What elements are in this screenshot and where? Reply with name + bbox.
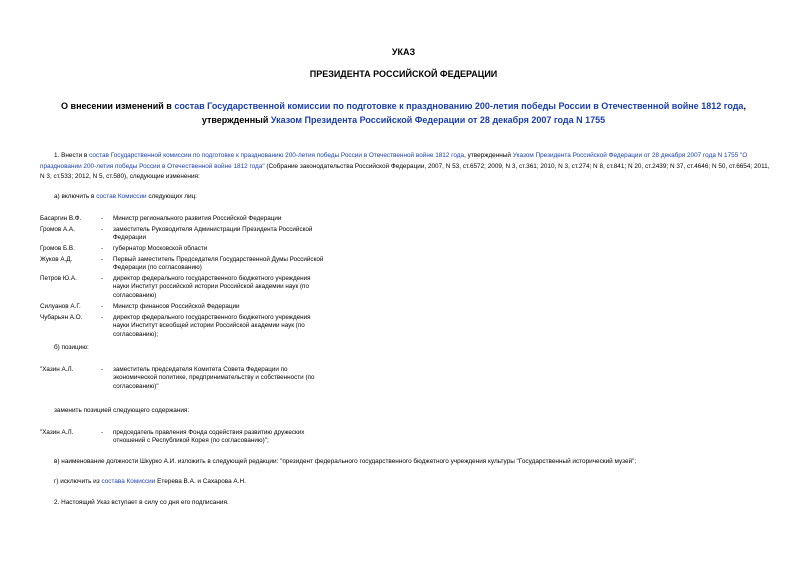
member-name: Громов А.А. [40,226,75,233]
new-position-name: "Хазин А.Л. [40,429,74,436]
intro-text-1: 1. Внести в [54,152,90,159]
member-name: Басаргин В.Ф. [40,215,82,222]
item-b: б) позицию: [54,344,89,351]
member-dash: - [101,314,104,321]
replace-text: заменить позицией следующего содержания: [54,407,190,414]
item-a-text-2: следующих лиц: [146,193,197,200]
member-dash: - [101,226,104,233]
member-dash: - [101,256,104,263]
member-name: Жуков А.Д. [40,256,73,263]
member-name: Силуанов А.Г. [40,303,81,310]
member-dash: - [101,215,104,222]
intro-paragraph [40,151,772,183]
doc-heading-president: ПРЕЗИДЕНТА РОССИЙСКОЙ ФЕДЕРАЦИИ [309,69,498,79]
member-name: Чубарьян А.О. [40,314,83,321]
old-position-text: заместитель председателя Комитета Совета Федерации по экономической политике, предпринимательству и собственности (по согласованию)" [113,366,315,390]
member-position: губернатор Московской области [113,245,208,252]
title-text-1: О внесении изменений в [61,101,175,111]
item-g-text-1: г) исключить из [54,478,102,485]
item-a [54,192,786,203]
item-g-text-2: Етерева В.А. и Сахарова А.Н. [155,478,246,485]
member-position: Первый заместитель Председателя Государственной Думы Российской Федерации (по согласованию) [113,256,324,272]
member-position: Министр регионального развития Российской Федерации [113,215,282,222]
intro-link-decree[interactable]: Указом Президента Российской Федерации от 28 декабря 2007 года N 1755 "О праздновании 200-летия победы России в Отечественной войне 1812 года" [40,152,748,170]
member-position: заместитель Руководителя Администрации Президента Российской Федерации [113,226,313,242]
member-position: директор федерального государственного бюджетного учреждения науки Институт российской истории Российской академии наук (по согласованию) [113,275,311,299]
intro-text-2: , утвержденный [464,152,513,159]
new-position-text: председатель правления Фонда содействия развитию дружеских отношений с Республикой Корея (по согласованию)"; [113,429,305,445]
member-dash: - [101,275,104,282]
member-name: Петров Ю.А. [40,275,77,282]
new-position-dash: - [101,429,104,436]
item-v: в) наименование должности Шкурко А.И. изложить в следующей редакции: "президент федерального государственного бюджетного учреждения культуры "Государственный исторический музей"; [54,458,637,465]
title-link-commission[interactable]: состав Государственной комиссии по подготовке к празднованию 200-летия победы России в Отечественной войне 1812 года [174,101,744,111]
intro-link-commission[interactable]: состав Государственной комиссии по подготовке к празднованию 200-летия победы России в Отечественной войне 1812 года [89,152,465,159]
member-name: Громов Б.В. [40,245,75,252]
item-g [54,477,786,488]
member-position: директор федерального государственного бюджетного учреждения науки Институт всеобщей истории Российской академии наук (по согласованию); [113,314,311,338]
doc-title [40,99,767,127]
old-position-dash: - [101,366,104,373]
doc-heading-ukaz: УКАЗ [391,47,416,57]
old-position-name: "Хазин А.Л. [40,366,74,373]
title-text-2: , утвержденный [201,101,746,125]
member-dash: - [101,303,104,310]
intro-text-3: (Собрание законодательства Российской Федерации, 2007, N 53, ст.6572; 2009, N 3, ст.361; 2010, N 3, ст.274; N 8, ст.841; N 20, ст.2439; N 37, ст.4646; N 50, ст.6654; 2011, N 3, ст.533; 2012, N 5, ст.580), следующие изменения: [40,162,770,180]
member-dash: - [101,245,104,252]
item-a-link[interactable]: состав Комиссии [96,193,147,200]
title-link-decree[interactable]: Указом Президента Российской Федерации от 28 декабря 2007 года N 1755 [270,115,606,125]
item-g-link[interactable]: состава Комиссии [101,478,156,485]
item-a-text-1: а) включить в [54,193,97,200]
member-position: Министр финансов Российской Федерации [113,303,240,310]
item-2: 2. Настоящий Указ вступает в силу со дня его подписания. [54,499,229,506]
